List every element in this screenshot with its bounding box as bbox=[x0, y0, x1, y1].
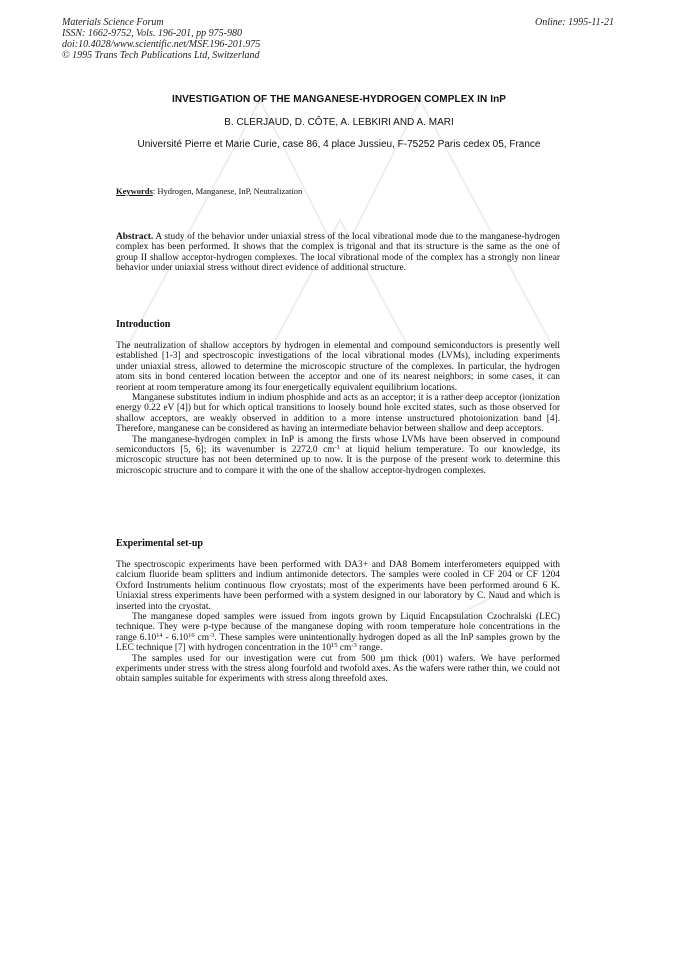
introduction-heading: Introduction bbox=[116, 319, 171, 330]
doi-line: doi:10.4028/www.scientific.net/MSF.196-201.975 bbox=[62, 39, 261, 50]
journal-name: Materials Science Forum bbox=[62, 17, 164, 28]
exp-paragraph-2: The manganese doped samples were issued from ingots grown by Liquid Encapsulation Czochralski (LEC) technique. They were p-type because of the manganese doping with room temperature hole concentrations in the range 6.10$^{14}$ - 6.10$^{16}$ $cm^{-3}$. These samples were unintentionally hydrogen doped as all the InP samples grown by the LEC technique [7] with hydrogen concentration in the $10^{15}$ $cm^{-3}$ range. bbox=[116, 612, 560, 654]
copyright-line: © 1995 Trans Tech Publications Ltd, Switzerland bbox=[62, 50, 260, 61]
online-date: Online: 1995-11-21 bbox=[535, 17, 614, 28]
keywords bbox=[116, 186, 302, 196]
paper-title: INVESTIGATION OF THE MANGANESE-HYDROGEN COMPLEX IN InP bbox=[171, 94, 507, 105]
experimental-heading: Experimental set-up bbox=[116, 538, 203, 549]
intro-paragraph-2: Manganese substitutes indium in indium phosphide and acts as an acceptor; it is a rather deep acceptor (ionization energy 0.22 eV [4]) but for which optical transitions to loosely bound hole excited states, such as those observed for shallow acceptors, are weakly observed in addition to a more intense unstructured photoionization band [4]. Therefore, manganese can be considered as having an intermediate behavior between shallow and deep acceptors. bbox=[116, 393, 560, 435]
keywords-text: : Hydrogen, Manganese, InP, Neutralization bbox=[152, 186, 303, 196]
abstract bbox=[116, 232, 560, 274]
abstract-text: A study of the behavior under uniaxial stress of the local vibrational mode due to the manganese-hydrogen complex has been performed. It shows that the complex is trigonal and that its structure is the same as the one of group II shallow acceptor-hydrogen complexes. The local vibrational mode of the complex has a strongly non linear behavior under uniaxial stress without direct evidence of additional structure. bbox=[116, 232, 560, 274]
issn-line: ISSN: 1662-9752, Vols. 196-201, pp 975-980 bbox=[62, 28, 242, 39]
header-citation bbox=[62, 17, 260, 61]
experimental-body bbox=[116, 560, 560, 685]
exp-paragraph-1: The spectroscopic experiments have been performed with DA3+ and DA8 Bomem interferometers equipped with calcium fluoride beam splitters and indium antimonide detectors. The samples were cooled in CF 204 or CF 1204 Oxford Instruments helium continuous flow cryostats; most of the experiments have been performed around 6 K. Uniaxial stress experiments have been performed with a system designed in our laboratory by C. Naud and which is inserted into the cryostat. bbox=[116, 560, 560, 612]
abstract-label: Abstract. bbox=[116, 232, 154, 242]
exp-paragraph-3: The samples used for our investigation were cut from 500 µm thick (001) wafers. We have performed experiments under stress with the stress along fourfold and twofold axes. As the wafers were rather thin, we could not obtain samples suitable for experiments with stress along threefold axes. bbox=[116, 653, 560, 685]
intro-paragraph-3: The manganese-hydrogen complex in InP is among the firsts whose LVMs have been observed in compound semiconductors [5, 6]; its wavenumber is 2272.0 $cm^{-1}$ at liquid helium temperature. To our knowledge, its microscopic structure has not been determined up to now. It is the purpose of the present work to determine this microscopic structure and to compare it with the one of the shallow acceptor-hydrogen complexes. bbox=[116, 434, 560, 476]
affiliation: Université Pierre et Marie Curie, case 86, 4 place Jussieu, F-75252 Paris cedex 05, France bbox=[137, 139, 541, 150]
intro-paragraph-1: The neutralization of shallow acceptors by hydrogen in elemental and compound semiconductors is presently well established [1-3] and spectroscopic investigations of the local vibrational modes (LVMs), including experiments under uniaxial stress, allowed to determine the microscopic structure of the complexes. In particular, the hydrogen atom sits in bond centered location between the acceptor and one of its nearest neighbors; in some cases, it can reorient at room temperature among its four energetically equivalent equilibrium locations. bbox=[116, 341, 560, 393]
authors: B. CLERJAUD, D. CÔTE, A. LEBKIRI AND A. MARI bbox=[224, 117, 454, 128]
keywords-label: Keywords bbox=[116, 186, 153, 196]
introduction-body bbox=[116, 341, 560, 476]
